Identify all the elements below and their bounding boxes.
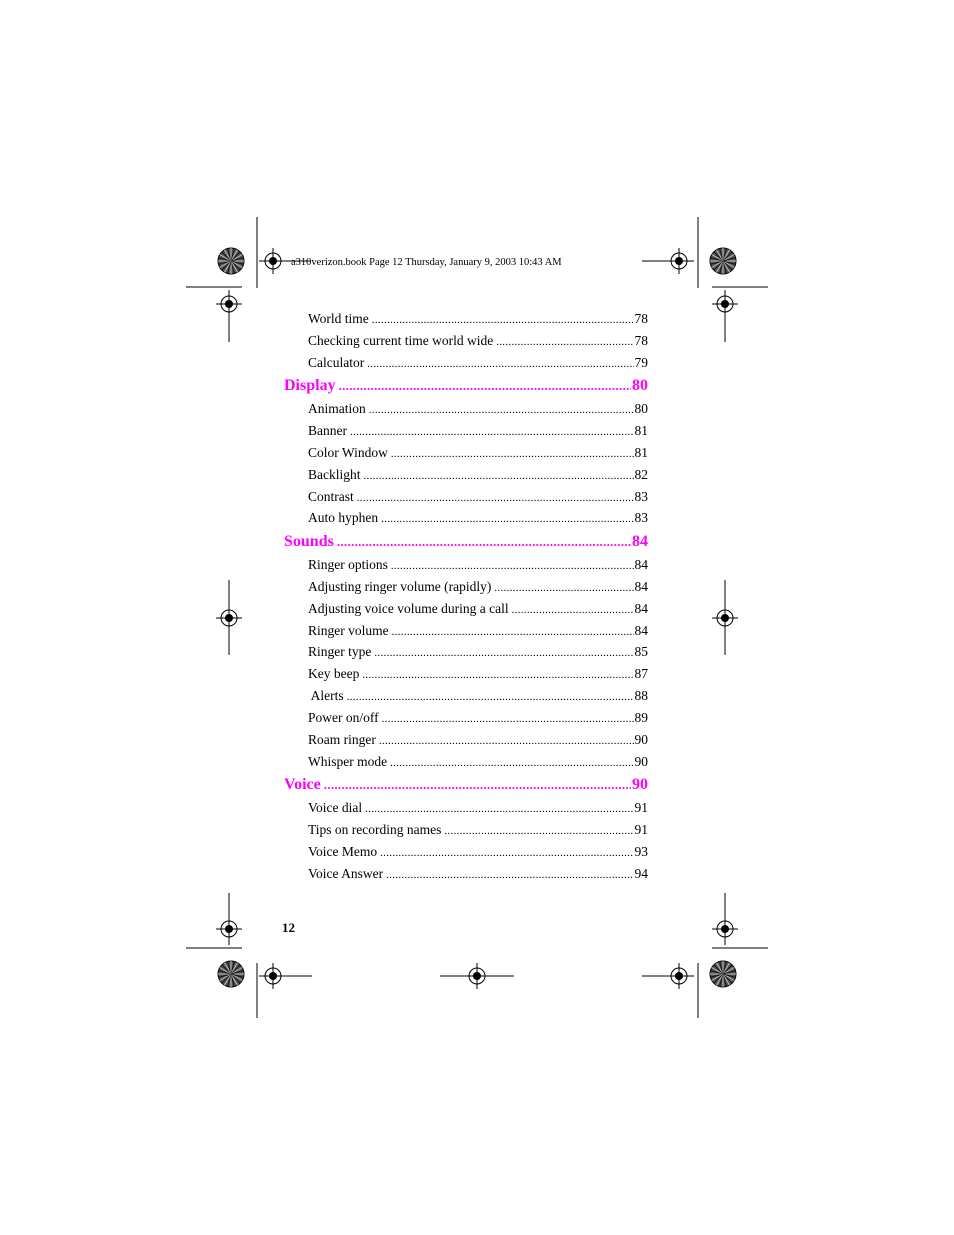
toc-entry-adjusting-ringer-volume[interactable] <box>308 579 648 595</box>
toc-entry-label: Voice Answer <box>308 866 384 881</box>
toc-section-sounds[interactable] <box>284 533 648 551</box>
toc-leader-dots <box>339 378 631 394</box>
toc-leader-dots <box>364 470 634 482</box>
starburst-mark <box>218 248 244 274</box>
toc-entry-label: Adjusting voice volume during a call <box>308 601 509 616</box>
toc-entry-contrast[interactable] <box>308 489 648 505</box>
toc-entry-page: 91 <box>634 800 648 815</box>
toc-entry-power-on-off[interactable] <box>308 710 648 726</box>
toc-entry-page: 90 <box>634 754 648 769</box>
toc-leader-dots <box>365 803 633 815</box>
toc-entry-page: 87 <box>634 666 648 681</box>
toc-entry-label: Voice dial <box>308 800 363 815</box>
toc-entry-page: 84 <box>634 579 648 594</box>
toc-leader-dots <box>386 869 633 881</box>
toc-entry-label: Calculator <box>308 355 365 370</box>
toc-entry-label: Contrast <box>308 489 354 504</box>
toc-entry-label: Voice Memo <box>308 844 378 859</box>
toc-leader-dots <box>367 358 633 370</box>
running-header: a310verizon.book Page 12 Thursday, January 9, 2003 10:43 AM <box>291 257 562 268</box>
toc-section-page: 84 <box>632 533 648 550</box>
toc-entry-key-beep[interactable] <box>308 666 648 682</box>
toc-entry-banner[interactable] <box>308 423 648 439</box>
toc-leader-dots <box>496 336 633 348</box>
toc-leader-dots <box>380 847 633 859</box>
toc-entry-color-window[interactable] <box>308 445 648 461</box>
toc-entry-backlight[interactable] <box>308 467 648 483</box>
toc-entry-label: Ringer type <box>308 644 372 659</box>
toc-entry-label: Power on/off <box>308 710 379 725</box>
toc-entry-label: Whisper mode <box>308 754 388 769</box>
toc-entry-label: Backlight <box>308 467 361 482</box>
toc-entry-label: Alerts <box>308 688 344 703</box>
toc-section-page: 80 <box>632 377 648 394</box>
toc-entry-adjusting-voice-volume[interactable] <box>308 601 648 617</box>
starburst-mark <box>218 961 244 987</box>
toc-entry-page: 85 <box>634 644 648 659</box>
toc-entry-ringer-volume[interactable] <box>308 623 648 639</box>
toc-entry-whisper-mode[interactable] <box>308 754 648 770</box>
toc-entry-page: 84 <box>634 623 648 638</box>
toc-entry-page: 81 <box>634 445 648 460</box>
starburst-mark <box>710 248 736 274</box>
toc-entry-voice-memo[interactable] <box>308 844 648 860</box>
toc-entry-calculator[interactable] <box>308 355 648 371</box>
toc-entry-auto-hyphen[interactable] <box>308 510 648 526</box>
toc-entry-label: Checking current time world wide <box>308 333 494 348</box>
toc-entry-label: World time <box>308 311 369 326</box>
toc-entry-voice-dial[interactable] <box>308 800 648 816</box>
toc-entry-label: Ringer volume <box>308 623 389 638</box>
toc-leader-dots <box>374 647 633 659</box>
toc-entry-page: 94 <box>634 866 648 881</box>
toc-leader-dots <box>350 426 634 438</box>
toc-leader-dots <box>391 560 634 572</box>
toc-entry-page: 78 <box>634 333 648 348</box>
toc-leader-dots <box>337 534 631 550</box>
toc-leader-dots <box>444 825 633 837</box>
toc-leader-dots <box>494 582 633 594</box>
toc-entry-label: Roam ringer <box>308 732 376 747</box>
toc-leader-dots <box>382 713 634 725</box>
toc-entry-page: 83 <box>634 510 648 525</box>
toc-entry-ringer-type[interactable] <box>308 644 648 660</box>
toc-entry-label: Ringer options <box>308 557 388 572</box>
toc-entry-label: Banner <box>308 423 347 438</box>
toc-leader-dots <box>381 513 633 525</box>
page-number: 12 <box>282 920 295 935</box>
toc-entry-page: 83 <box>634 489 648 504</box>
toc-entry-voice-answer[interactable] <box>308 866 648 882</box>
toc-entry-page: 90 <box>634 732 648 747</box>
toc-section-label: Voice <box>284 776 321 793</box>
toc-section-voice[interactable] <box>284 776 648 794</box>
toc-entry-world-time[interactable] <box>308 311 648 327</box>
toc-entry-alerts[interactable] <box>308 688 648 704</box>
starburst-mark <box>710 961 736 987</box>
toc-leader-dots <box>357 492 634 504</box>
toc-leader-dots <box>392 626 634 638</box>
toc-section-page: 90 <box>632 776 648 793</box>
toc-entry-page: 81 <box>634 423 648 438</box>
toc-entry-page: 84 <box>634 557 648 572</box>
toc-section-display[interactable] <box>284 377 648 395</box>
toc-entry-label: Animation <box>308 401 366 416</box>
toc-entry-page: 91 <box>634 822 648 837</box>
toc-leader-dots <box>324 777 631 793</box>
toc-entry-checking-current-time[interactable] <box>308 333 648 349</box>
toc-entry-page: 88 <box>634 688 648 703</box>
toc-entry-label: Key beep <box>308 666 360 681</box>
toc-entry-page: 84 <box>634 601 648 616</box>
toc-entry-label: Color Window <box>308 445 388 460</box>
toc-entry-page: 79 <box>634 355 648 370</box>
toc-leader-dots <box>372 314 634 326</box>
toc-leader-dots <box>369 404 634 416</box>
toc-entry-page: 82 <box>634 467 648 482</box>
toc-leader-dots <box>347 691 634 703</box>
toc-section-label: Display <box>284 377 336 394</box>
toc-entry-tips-on-recording-names[interactable] <box>308 822 648 838</box>
toc-leader-dots <box>391 448 634 460</box>
toc-entry-animation[interactable] <box>308 401 648 417</box>
toc-leader-dots <box>512 604 634 616</box>
toc-entry-roam-ringer[interactable] <box>308 732 648 748</box>
toc-entry-page: 78 <box>634 311 648 326</box>
toc-entry-page: 80 <box>634 401 648 416</box>
toc-leader-dots <box>362 669 633 681</box>
toc-entry-page: 89 <box>634 710 648 725</box>
toc-leader-dots <box>379 735 634 747</box>
toc-entry-label: Auto hyphen <box>308 510 379 525</box>
toc-leader-dots <box>390 757 633 769</box>
toc-entry-page: 93 <box>634 844 648 859</box>
toc-entry-label: Tips on recording names <box>308 822 442 837</box>
toc-entry-ringer-options[interactable] <box>308 557 648 573</box>
toc-section-label: Sounds <box>284 533 334 550</box>
toc-entry-label: Adjusting ringer volume (rapidly) <box>308 579 492 594</box>
